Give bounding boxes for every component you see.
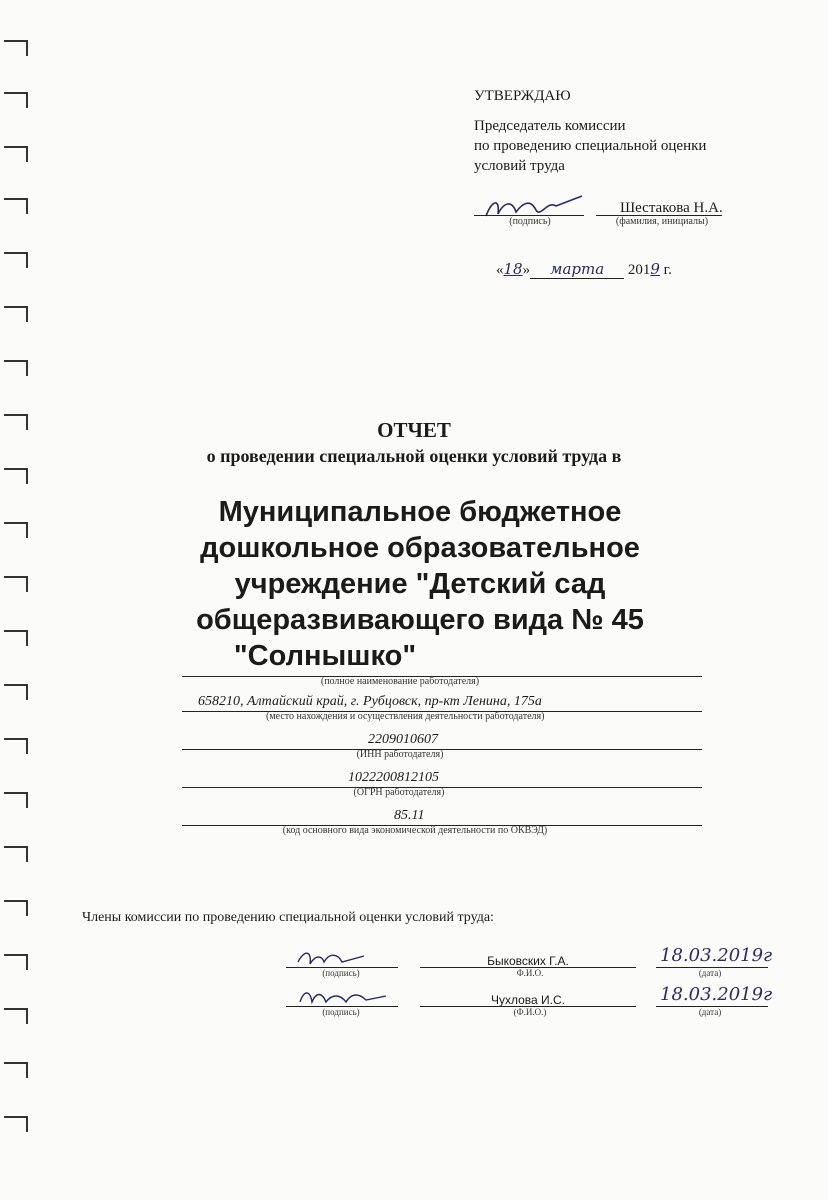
- approval-position-line: условий труда: [474, 158, 565, 174]
- report-title: ОТЧЕТ: [377, 418, 451, 442]
- date-month: марта: [530, 260, 624, 279]
- date-caption: (дата): [698, 1007, 722, 1017]
- approval-block: [474, 86, 706, 176]
- signature-caption: (подпись): [322, 968, 360, 978]
- signature-caption: (подпись): [509, 216, 551, 227]
- approval-header: УТВЕРЖДАЮ: [474, 88, 571, 104]
- field-caption: (место нахождения и осуществления деятельности работодателя): [266, 711, 545, 722]
- member-date: 18.03.2019г: [660, 945, 773, 966]
- name-caption: Ф.И.О.: [516, 968, 544, 978]
- org-line: общеразвивающего вида № 45: [196, 604, 644, 636]
- date-caption: (дата): [698, 968, 722, 978]
- name-caption: (фамилия, инициалы): [615, 216, 709, 227]
- date-open-quote: «: [496, 262, 504, 278]
- organization-name: [120, 494, 720, 674]
- field-value-inn: 2209010607: [368, 732, 438, 747]
- approval-date: [496, 260, 672, 279]
- date-close-quote: »: [522, 262, 531, 278]
- org-line: учреждение "Детский сад: [234, 568, 606, 600]
- signature-caption: (подпись): [322, 1007, 360, 1017]
- field-value-okved: 85.11: [394, 808, 425, 823]
- report-subtitle: о проведении специальной оценки условий труда в: [206, 446, 622, 466]
- member-name: Быковских Г.А.: [487, 954, 569, 968]
- org-line: дошкольное образовательное: [200, 532, 640, 564]
- field-caption: (код основного вида экономической деятельности по ОКВЭД): [282, 825, 548, 836]
- org-line: Муниципальное бюджетное: [218, 496, 622, 528]
- field-value-address: 658210, Алтайский край, г. Рубцовск, пр-кт Ленина, 175а: [198, 694, 542, 709]
- date-suffix: г.: [663, 262, 672, 278]
- member-date: 18.03.2019г: [660, 984, 773, 1005]
- field-value-ogrn: 1022200812105: [348, 770, 439, 785]
- field-caption: (ОГРН работодателя): [353, 787, 445, 798]
- name-caption: (Ф.И.О.): [513, 1007, 547, 1017]
- spiral-binding: [0, 0, 36, 1200]
- date-day: 18: [503, 260, 523, 278]
- date-year-prefix: 201: [627, 262, 651, 278]
- member-name: Чухлова И.С.: [490, 993, 565, 1007]
- field-caption: (ИНН работодателя): [356, 749, 444, 760]
- chairman-name: Шестакова Н.А.: [620, 200, 723, 216]
- commission-label: Члены комиссии по проведению специальной оценки условий труда:: [82, 910, 494, 925]
- date-year-digit: 9: [650, 260, 660, 278]
- field-caption: (полное наименование работодателя): [320, 676, 480, 687]
- org-line: "Солнышко": [233, 640, 417, 672]
- approval-position-line: по проведению специальной оценки: [474, 138, 707, 154]
- approval-position-line: Председатель комиссии: [474, 118, 626, 134]
